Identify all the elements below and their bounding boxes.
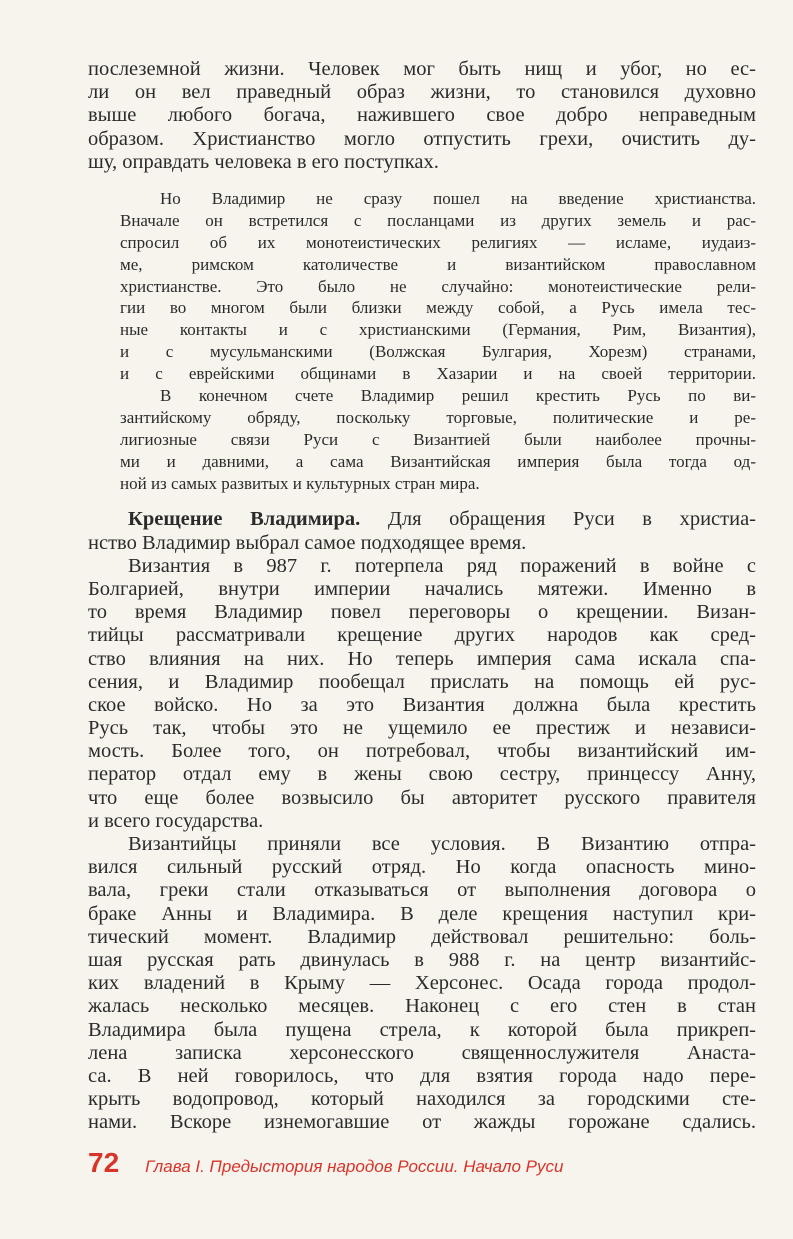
text-line: ператор отдал ему в жены свою сестру, принцессу Анну, (88, 763, 756, 786)
text-line: мость. Более того, он потребовал, чтобы византийский им- (88, 740, 756, 763)
small-paragraph-1 (120, 188, 756, 385)
section-baptism (88, 508, 756, 1134)
page-body (88, 58, 756, 1134)
text-line: ли он вел праведный образ жизни, то становился духовно (88, 81, 756, 104)
text-line: ство влияния на них. Но теперь империя сама искала спа- (88, 647, 756, 670)
text-line: шая русская рать двинулась в 988 г. на центр византийс- (88, 948, 756, 971)
text-line: вился сильный русский отряд. Но когда опасность мино- (88, 856, 756, 879)
text-line: ме, римском католичестве и византийском православном (120, 254, 756, 274)
text-line: са. В ней говорилось, что для взятия города надо пере- (88, 1064, 756, 1087)
text-line: и всего государства. (88, 809, 264, 832)
text-line: ной из самых развитых и культурных стран мира. (120, 473, 480, 493)
section-heading-line (88, 508, 756, 531)
text-line: послеземной жизни. Человек мог быть нищ и убог, но ес- (88, 58, 756, 80)
text-line: лигиозные связи Руси с Византией были наиболее прочны- (120, 429, 756, 449)
text-line: христианстве. Это было не случайно: монотеистические рели- (120, 276, 756, 296)
text-line: Владимира была пущена стрела, к которой была прикреп- (88, 1018, 756, 1041)
text-line: браке Анны и Владимира. В деле крещения наступил кри- (88, 902, 756, 925)
text-line: ких владений в Крыму — Херсонес. Осада города продол- (88, 972, 756, 995)
text-line: нство Владимир выбрал самое подходящее время. (88, 531, 527, 554)
text-line: шу, оправдать человека в его поступках. (88, 150, 439, 173)
text-line: выше любого богача, нажившего свое добро неправедным (88, 104, 756, 127)
text-line: тийцы рассматривали крещение других народов как сред- (88, 624, 756, 647)
text-line: жалась несколько месяцев. Наконец с его стен в стан (88, 995, 756, 1018)
top-paragraph (88, 58, 756, 174)
text-line: Вначале он встретился с посланцами из других земель и рас- (120, 210, 756, 230)
text-line: ми и давними, а сама Византийская империя была тогда од- (120, 451, 756, 471)
text-line: ское войско. Но за это Византия должна была крестить (88, 693, 756, 716)
text-line: Византийцы приняли все условия. В Византию отпра- (128, 833, 756, 856)
text-line: что еще более возвысило бы авторитет русского правителя (88, 786, 756, 809)
text-line: то время Владимир повел переговоры о крещении. Визан- (88, 601, 756, 624)
page-footer (88, 1147, 756, 1179)
text-line: Византия в 987 г. потерпела ряд поражений в войне с (128, 554, 756, 577)
small-print-block (88, 188, 756, 494)
text-line: тический момент. Владимир действовал решительно: боль- (88, 925, 756, 948)
text-line: лена записка херсонесского священнослужителя Анаста- (88, 1041, 756, 1064)
text-line: Но Владимир не сразу пошел на введение христианства. (160, 188, 756, 208)
small-paragraph-2 (120, 385, 756, 494)
text-line: гии во многом были близки между собой, а Русь имела тес- (120, 298, 756, 318)
text-line: зантийскому обряду, поскольку торговые, политические и ре- (120, 407, 756, 427)
text-line: вала, греки стали отказываться от выполнения договора о (88, 879, 756, 902)
text-line: нами. Вскоре изнемогавшие от жажды горожане сдались. (88, 1111, 756, 1134)
running-head: Глава I. Предыстория народов России. Начало Руси (145, 1157, 564, 1176)
text-line: В конечном счете Владимир решил крестить Русь по ви- (160, 385, 756, 405)
text-line: спросил об их монотеистических религиях — исламе, иудаиз- (120, 232, 756, 252)
text-line: Болгарией, внутри империи начались мятежи. Именно в (88, 577, 756, 600)
text-line: Русь так, чтобы это не ущемило ее престиж и независи- (88, 717, 756, 740)
text-line: образом. Христианство могло отпустить грехи, очистить ду- (88, 127, 756, 150)
text-line: ные контакты и с христианскими (Германия, Рим, Византия), (120, 320, 756, 340)
section-heading-rest: Для обращения Руси в христиа- (387, 508, 756, 531)
text-line: сения, и Владимир пообещал прислать на помощь ей рус- (88, 670, 756, 693)
page-number: 72 (88, 1147, 120, 1178)
text-line: и с мусульманскими (Волжская Булгария, Хорезм) странами, (120, 342, 756, 362)
section-heading: Крещение Владимира. (128, 508, 361, 531)
text-line: и с еврейскими общинами в Хазарии и на своей территории. (120, 364, 756, 384)
text-line: крыть водопровод, который находился за городскими сте- (88, 1088, 756, 1111)
